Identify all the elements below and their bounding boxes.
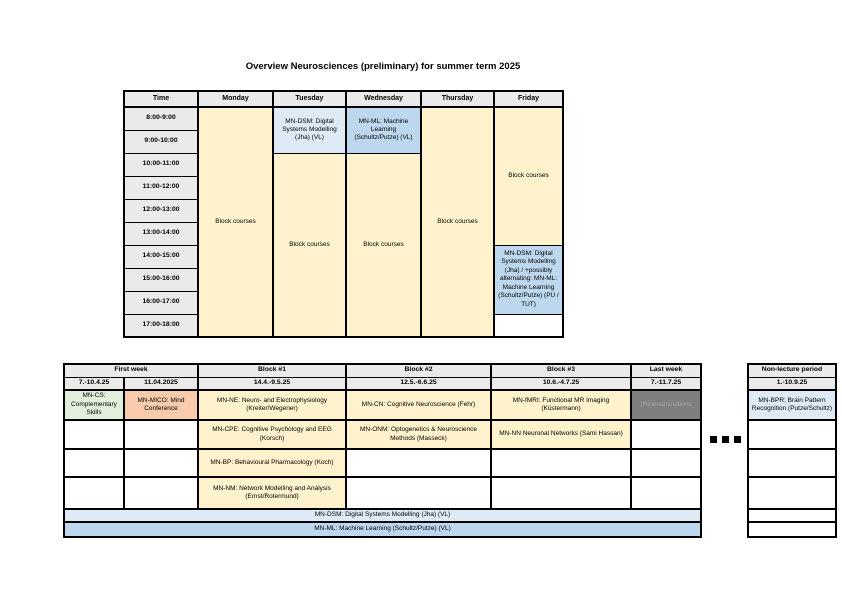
cell-mn-bp: MN-BP: Behavioural Pharmacology (Koch) (198, 449, 346, 477)
cell-mn-nm: MN-NM: Network Modelling and Analysis (Ernst/Rotermund) (198, 477, 346, 509)
non-lecture-header: Non-lecture period (748, 364, 836, 377)
cell-mn-bpr: MN-BPR: Brain Pattern Recognition (Putze/Schultz) (748, 390, 836, 420)
non-lecture-empty-row (748, 449, 836, 477)
empty-cell (64, 477, 124, 509)
cell-mn-dsm-lecture: MN-DSM: Digital Systems Modelling (Jha) (VL) (273, 107, 346, 153)
empty-cell (346, 477, 491, 509)
block-dates-row (64, 377, 701, 390)
cell-mn-cn: MN-CN: Cognitive Neuroscience (Fehr) (346, 390, 491, 420)
block-group-header-row (64, 364, 701, 377)
group-header-block2: Block #2 (346, 364, 491, 377)
col-header-friday: Friday (494, 91, 563, 107)
group-header-block1: Block #1 (198, 364, 346, 377)
cell-mn-onm: MN-ONM: Optogenetics & Neuroscience Methods (Masseck) (346, 420, 491, 449)
non-lecture-empty-row (748, 420, 836, 449)
row-mn-dsm: MN-DSM: Digital Systems Modelling (Jha) (VL) (64, 509, 701, 522)
empty-cell (124, 449, 198, 477)
empty-cell (346, 449, 491, 477)
time-label: 17:00-18:00 (124, 314, 198, 337)
cell-mn-fmri: MN-fMRI: Functional MR Imaging (Küstermann) (491, 390, 631, 420)
empty-cell (124, 477, 198, 509)
time-label: 16:00-17:00 (124, 291, 198, 314)
time-label: 15:00-16:00 (124, 268, 198, 291)
empty-cell (631, 420, 701, 449)
cell-mn-ml-lecture: MN-ML: Machine Learning (Schultz/Putze) (VL) (346, 107, 421, 153)
empty-cell (631, 449, 701, 477)
time-label: 13:00-14:00 (124, 222, 198, 245)
semester-long-course-row (64, 522, 701, 537)
non-lecture-period-table (747, 363, 837, 538)
block-course-row (64, 477, 701, 509)
time-label: 14:00-15:00 (124, 245, 198, 268)
empty-cell (748, 420, 836, 449)
col-header-tuesday: Tuesday (273, 91, 346, 107)
empty-cell (124, 420, 198, 449)
time-label: 8:00-9:00 (124, 107, 198, 130)
cell-friday-block-courses: Block courses (494, 107, 563, 245)
block-schedule-table (63, 363, 702, 538)
cell-tuesday-block-courses: Block courses (273, 153, 346, 337)
non-lecture-empty-row (748, 522, 836, 537)
semester-long-course-row (64, 509, 701, 522)
empty-cell (491, 477, 631, 509)
cell-reexaminations: (Re)examinations (631, 390, 701, 420)
empty-cell (64, 449, 124, 477)
empty-cell (491, 449, 631, 477)
cell-wednesday-block-courses: Block courses (346, 153, 421, 337)
ellipsis-dots (710, 436, 741, 443)
group-header-last-week: Last week (631, 364, 701, 377)
row-mn-ml: MN-ML: Machine Learning (Schultz/Putze) (VL) (64, 522, 701, 537)
block-course-row (64, 390, 701, 420)
empty-cell (64, 420, 124, 449)
non-lecture-header-row (748, 364, 836, 377)
empty-cell (748, 509, 836, 522)
col-header-wednesday: Wednesday (346, 91, 421, 107)
empty-cell (748, 449, 836, 477)
empty-cell (631, 477, 701, 509)
timetable-header-row (124, 91, 563, 107)
ellipsis-dot (722, 436, 729, 443)
non-lecture-course-row (748, 390, 836, 420)
time-label: 10:00-11:00 (124, 153, 198, 176)
date-first-week-a: 7.-10.4.25 (64, 377, 124, 390)
col-header-thursday: Thursday (421, 91, 494, 107)
non-lecture-empty-row (748, 477, 836, 509)
weekly-timetable (123, 90, 564, 338)
timetable-row (124, 107, 563, 130)
group-header-first-week: First week (64, 364, 198, 377)
block-course-row (64, 420, 701, 449)
cell-monday-block-courses: Block courses (198, 107, 273, 337)
empty-cell (748, 522, 836, 537)
col-header-time: Time (124, 91, 198, 107)
cell-mn-cpe: MN-CPE: Cognitive Psychology and EEG (Korsch) (198, 420, 346, 449)
cell-friday-dsm-ml-tutorial: MN-DSM: Digital Systems Modelling (Jha) / +possibly alternating: MN-ML: Machine Learning (Schultz/Putze) (PU / TUT) (494, 245, 563, 314)
date-block3: 10.6.-4.7.25 (491, 377, 631, 390)
empty-cell (748, 477, 836, 509)
non-lecture-empty-row (748, 509, 836, 522)
date-first-week-b: 11.04.2025 (124, 377, 198, 390)
ellipsis-dot (710, 436, 717, 443)
non-lecture-date: 1.-10.9.25 (748, 377, 836, 390)
group-header-block3: Block #3 (491, 364, 631, 377)
cell-mn-ne: MN-NE: Neuro- and Electrophysiology (Kreiter/Wegener) (198, 390, 346, 420)
time-label: 11:00-12:00 (124, 176, 198, 199)
ellipsis-dot (734, 436, 741, 443)
cell-thursday-block-courses: Block courses (421, 107, 494, 337)
cell-mn-cs: MN-CS: Complementary Skills (64, 390, 124, 420)
empty-cell (494, 314, 563, 337)
cell-mn-mico: MN-MICO: Mind Conference (124, 390, 198, 420)
col-header-monday: Monday (198, 91, 273, 107)
time-label: 9:00-10:00 (124, 130, 198, 153)
date-last-week: 7.-11.7.25 (631, 377, 701, 390)
date-block1: 14.4.-9.5.25 (198, 377, 346, 390)
time-label: 12:00-13:00 (124, 199, 198, 222)
page-title: Overview Neurosciences (preliminary) for summer term 2025 (245, 61, 521, 72)
cell-mn-nn: MN-NN Neuronal Networks (Sami Hassan) (491, 420, 631, 449)
date-block2: 12.5.-6.6.25 (346, 377, 491, 390)
block-course-row (64, 449, 701, 477)
non-lecture-date-row (748, 377, 836, 390)
